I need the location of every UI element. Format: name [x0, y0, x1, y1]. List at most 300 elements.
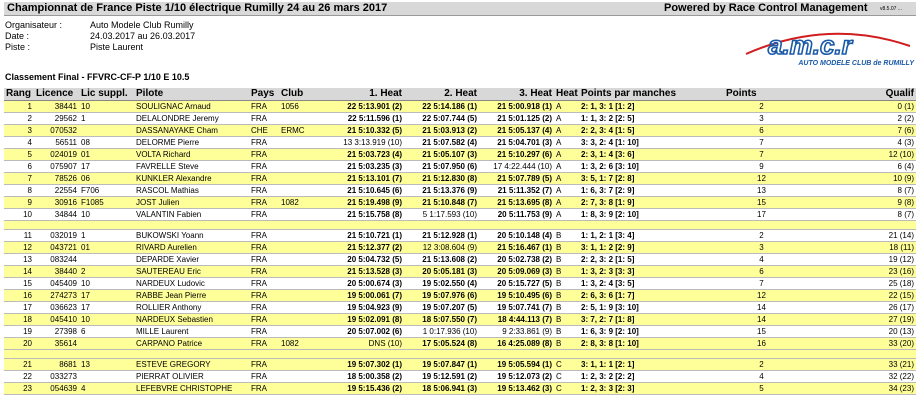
- table-row: [4, 137, 916, 149]
- cell-pm: 2: 1, 3: 1 [1: 2]: [579, 101, 724, 113]
- cell-pilote: DASSANAYAKE Cham: [134, 125, 249, 137]
- cell-heat: A: [554, 137, 579, 149]
- col-lic-suppl: Lic suppl.: [79, 88, 134, 101]
- cell-pm: 1: 6, 3: 7 [2: 9]: [579, 185, 724, 197]
- cell-club: [279, 302, 329, 314]
- cell-h2: 19 5:02.550 (4): [404, 278, 479, 290]
- cell-pilote: SOULIGNAC Arnaud: [134, 101, 249, 113]
- cell-club: [279, 290, 329, 302]
- cell-h3: 20 5:09.069 (3): [479, 266, 554, 278]
- results-table: [4, 88, 916, 395]
- cell-q: 18 (11): [799, 242, 916, 254]
- cell-pts: 3: [724, 242, 799, 254]
- cell-h1: 21 5:10.332 (5): [329, 125, 404, 137]
- cell-pays: FRA: [249, 371, 279, 383]
- cell-pays: FRA: [249, 326, 279, 338]
- table-row: [4, 125, 916, 137]
- cell-h2: 21 5:13.608 (2): [404, 254, 479, 266]
- cell-pilote: LEFEBVRE CHRISTOPHE: [134, 383, 249, 395]
- cell-rang: 4: [4, 137, 34, 149]
- cell-pts: 4: [724, 371, 799, 383]
- cell-club: [279, 161, 329, 173]
- cell-lic2: 2: [79, 266, 134, 278]
- logo-graphic: [738, 24, 914, 60]
- cell-q: 22 (15): [799, 290, 916, 302]
- cell-q: 27 (19): [799, 314, 916, 326]
- cell-lic: 78526: [34, 173, 79, 185]
- cell-pays: FRA: [249, 197, 279, 209]
- cell-q: 33 (20): [799, 338, 916, 350]
- cell-h1: 21 5:13.101 (7): [329, 173, 404, 185]
- cell-lic2: F706: [79, 185, 134, 197]
- cell-pm: 1: 6, 3: 9 [2: 10]: [579, 326, 724, 338]
- cell-pm: 2: 3, 1: 4 [3: 6]: [579, 149, 724, 161]
- cell-h1: 19 5:02.091 (8): [329, 314, 404, 326]
- cell-h2: 21 5:07.950 (6): [404, 161, 479, 173]
- cell-rang: 2: [4, 113, 34, 125]
- cell-q: 32 (22): [799, 371, 916, 383]
- cell-h2: 19 5:07.207 (5): [404, 302, 479, 314]
- table-row: [4, 359, 916, 371]
- cell-heat: B: [554, 278, 579, 290]
- cell-heat: B: [554, 254, 579, 266]
- cell-pays: FRA: [249, 338, 279, 350]
- cell-rang: 21: [4, 359, 34, 371]
- cell-pts: 9: [724, 161, 799, 173]
- table-row: [4, 254, 916, 266]
- cell-pilote: FAVRELLE Steve: [134, 161, 249, 173]
- report-title: Championnat de France Piste 1/10 électrique Rumilly 24 au 26 mars 2017: [7, 2, 388, 14]
- cell-pays: FRA: [249, 254, 279, 266]
- cell-lic: 036623: [34, 302, 79, 314]
- cell-q: 2 (2): [799, 113, 916, 125]
- cell-h2: 18 5:07.550 (7): [404, 314, 479, 326]
- cell-lic2: 10: [79, 314, 134, 326]
- cell-h1: 21 5:03.723 (4): [329, 149, 404, 161]
- cell-h1: 20 5:00.674 (3): [329, 278, 404, 290]
- cell-pilote: KUNKLER Alexandre: [134, 173, 249, 185]
- table-row: [4, 149, 916, 161]
- info-value: Piste Laurent: [90, 42, 144, 52]
- table-row: [4, 173, 916, 185]
- cell-h3: 21 5:04.701 (3): [479, 137, 554, 149]
- cell-heat: A: [554, 209, 579, 221]
- cell-pm: 1: 8, 3: 9 [2: 10]: [579, 209, 724, 221]
- cell-club: [279, 254, 329, 266]
- cell-pays: FRA: [249, 278, 279, 290]
- cell-h2: 19 5:12.591 (2): [404, 371, 479, 383]
- cell-lic: 30916: [34, 197, 79, 209]
- cell-h2: 12 3:08.604 (9): [404, 242, 479, 254]
- header-row: [4, 88, 916, 101]
- cell-pays: FRA: [249, 302, 279, 314]
- cell-h1: 18 5:00.358 (2): [329, 371, 404, 383]
- table-row: [4, 290, 916, 302]
- cell-club: ERMC: [279, 125, 329, 137]
- cell-lic: 070532: [34, 125, 79, 137]
- cell-rang: 20: [4, 338, 34, 350]
- cell-lic: 35614: [34, 338, 79, 350]
- cell-pm: 3: 7, 2: 7 [1: 8]: [579, 314, 724, 326]
- cell-lic2: F1085: [79, 197, 134, 209]
- cell-pm: 3: 3, 2: 4 [1: 10]: [579, 137, 724, 149]
- cell-pts: 16: [724, 338, 799, 350]
- table-row: [4, 113, 916, 125]
- cell-lic: 22554: [34, 185, 79, 197]
- cell-heat: A: [554, 173, 579, 185]
- cell-h1: 20 5:04.732 (5): [329, 254, 404, 266]
- cell-heat: A: [554, 125, 579, 137]
- cell-pilote: SAUTEREAU Eric: [134, 266, 249, 278]
- cell-pm: 2: 6, 3: 6 [1: 7]: [579, 290, 724, 302]
- cell-lic: 27398: [34, 326, 79, 338]
- cell-heat: B: [554, 326, 579, 338]
- cell-h2: 18 5:06.941 (3): [404, 383, 479, 395]
- cell-club: [279, 371, 329, 383]
- cell-club: [279, 149, 329, 161]
- cell-heat: A: [554, 197, 579, 209]
- cell-q: 10 (9): [799, 173, 916, 185]
- cell-rang: 3: [4, 125, 34, 137]
- cell-pm: 3: 5, 1: 7 [2: 8]: [579, 173, 724, 185]
- cell-q: 33 (21): [799, 359, 916, 371]
- cell-pts: 17: [724, 209, 799, 221]
- cell-h2: 21 5:12.830 (8): [404, 173, 479, 185]
- cell-pilote: BUKOWSKI Yoann: [134, 230, 249, 242]
- cell-heat: B: [554, 242, 579, 254]
- cell-q: 8 (7): [799, 209, 916, 221]
- cell-h3: 21 5:13.695 (8): [479, 197, 554, 209]
- cell-pays: FRA: [249, 185, 279, 197]
- cell-h3: 20 5:11.753 (9): [479, 209, 554, 221]
- cell-lic2: 17: [79, 290, 134, 302]
- cell-h3: 20 5:02.738 (2): [479, 254, 554, 266]
- cell-rang: 10: [4, 209, 34, 221]
- cell-rang: 22: [4, 371, 34, 383]
- info-label: Date :: [5, 31, 30, 41]
- info-label: Piste :: [5, 42, 31, 52]
- cell-q: 25 (18): [799, 278, 916, 290]
- cell-lic2: 10: [79, 278, 134, 290]
- cell-pts: 2: [724, 230, 799, 242]
- cell-lic2: 13: [79, 359, 134, 371]
- cell-lic2: 01: [79, 242, 134, 254]
- group-separator: [4, 221, 916, 230]
- cell-h2: 17 5:05.524 (8): [404, 338, 479, 350]
- cell-pilote: PIERRAT OLIVIER: [134, 371, 249, 383]
- cell-club: [279, 326, 329, 338]
- cell-rang: 11: [4, 230, 34, 242]
- cell-q: 0 (1): [799, 101, 916, 113]
- cell-pm: 2: 7, 3: 8 [1: 9]: [579, 197, 724, 209]
- col-points-manches: Points par manches: [579, 88, 724, 101]
- cell-pts: 13: [724, 185, 799, 197]
- table-row: [4, 338, 916, 350]
- cell-lic2: 10: [79, 209, 134, 221]
- cell-pays: FRA: [249, 149, 279, 161]
- info-value: Auto Modele Club Rumilly: [90, 20, 194, 30]
- cell-club: [279, 266, 329, 278]
- cell-h3: 21 5:07.789 (5): [479, 173, 554, 185]
- cell-pays: FRA: [249, 230, 279, 242]
- cell-h2: 21 5:13.376 (9): [404, 185, 479, 197]
- cell-pm: 3: 1, 1: 1 [2: 1]: [579, 359, 724, 371]
- cell-lic2: 1: [79, 230, 134, 242]
- cell-pts: 7: [724, 278, 799, 290]
- cell-rang: 14: [4, 266, 34, 278]
- cell-rang: 9: [4, 197, 34, 209]
- cell-h1: 21 5:15.758 (8): [329, 209, 404, 221]
- table-row: [4, 242, 916, 254]
- cell-heat: A: [554, 185, 579, 197]
- cell-pilote: VALANTIN Fabien: [134, 209, 249, 221]
- cell-lic2: 06: [79, 173, 134, 185]
- cell-h2: 1 0:17.936 (10): [404, 326, 479, 338]
- cell-rang: 1: [4, 101, 34, 113]
- amcr-logo: [738, 24, 914, 70]
- cell-pm: 1: 3, 2: 6 [3: 10]: [579, 161, 724, 173]
- cell-h1: 21 5:19.498 (9): [329, 197, 404, 209]
- cell-pts: 12: [724, 290, 799, 302]
- cell-h3: 19 5:12.073 (2): [479, 371, 554, 383]
- cell-pm: 1: 1, 3: 2 [2: 5]: [579, 113, 724, 125]
- cell-pays: FRA: [249, 137, 279, 149]
- cell-lic2: [79, 125, 134, 137]
- col-club: Club: [279, 88, 329, 101]
- cell-h1: 19 5:04.923 (9): [329, 302, 404, 314]
- cell-lic2: 17: [79, 302, 134, 314]
- cell-pts: 5: [724, 383, 799, 395]
- cell-pays: FRA: [249, 314, 279, 326]
- cell-h1: 13 3:13.919 (10): [329, 137, 404, 149]
- cell-h2: 22 5:14.186 (1): [404, 101, 479, 113]
- cell-h2: 21 5:05.107 (3): [404, 149, 479, 161]
- cell-lic2: 17: [79, 161, 134, 173]
- cell-h2: 22 5:07.744 (5): [404, 113, 479, 125]
- cell-pm: 2: 5, 1: 9 [3: 10]: [579, 302, 724, 314]
- cell-h3: 21 5:11.352 (7): [479, 185, 554, 197]
- cell-h3: 20 5:15.727 (5): [479, 278, 554, 290]
- cell-pts: 2: [724, 101, 799, 113]
- cell-lic2: 08: [79, 137, 134, 149]
- cell-h1: 19 5:00.061 (7): [329, 290, 404, 302]
- cell-heat: B: [554, 230, 579, 242]
- cell-pays: CHE: [249, 125, 279, 137]
- cell-q: 21 (14): [799, 230, 916, 242]
- cell-h3: 18 4:44.113 (7): [479, 314, 554, 326]
- cell-lic: 274273: [34, 290, 79, 302]
- cell-lic: 045410: [34, 314, 79, 326]
- cell-club: [279, 230, 329, 242]
- cell-h3: 19 5:07.741 (7): [479, 302, 554, 314]
- cell-lic: 032019: [34, 230, 79, 242]
- cell-heat: A: [554, 101, 579, 113]
- cell-q: 12 (10): [799, 149, 916, 161]
- cell-h1: DNS (10): [329, 338, 404, 350]
- cell-rang: 15: [4, 278, 34, 290]
- cell-pilote: VOLTA Richard: [134, 149, 249, 161]
- cell-h3: 19 5:10.495 (6): [479, 290, 554, 302]
- cell-q: 6 (4): [799, 161, 916, 173]
- cell-h1: 21 5:13.528 (3): [329, 266, 404, 278]
- cell-pts: 7: [724, 137, 799, 149]
- cell-pm: 3: 1, 1: 2 [2: 9]: [579, 242, 724, 254]
- cell-rang: 7: [4, 173, 34, 185]
- cell-pm: 1: 2, 3: 2 [2: 2]: [579, 371, 724, 383]
- cell-pts: 15: [724, 197, 799, 209]
- cell-pts: 2: [724, 359, 799, 371]
- cell-pays: FRA: [249, 161, 279, 173]
- cell-pts: 3: [724, 113, 799, 125]
- cell-club: [279, 209, 329, 221]
- cell-h1: 22 5:13.901 (2): [329, 101, 404, 113]
- cell-club: [279, 113, 329, 125]
- cell-h3: 21 5:05.137 (4): [479, 125, 554, 137]
- cell-pm: 1: 2, 3: 3 [2: 3]: [579, 383, 724, 395]
- cell-pts: 12: [724, 173, 799, 185]
- cell-lic: 38441: [34, 101, 79, 113]
- cell-pays: FRA: [249, 290, 279, 302]
- cell-q: 34 (23): [799, 383, 916, 395]
- cell-h2: 21 5:12.928 (1): [404, 230, 479, 242]
- table-row: [4, 326, 916, 338]
- cell-pilote: ROLLIER Anthony: [134, 302, 249, 314]
- cell-h1: 21 5:10.645 (6): [329, 185, 404, 197]
- col-rang: Rang: [4, 88, 34, 101]
- cell-rang: 17: [4, 302, 34, 314]
- cell-h1: 21 5:10.721 (1): [329, 230, 404, 242]
- cell-heat: C: [554, 371, 579, 383]
- col-heat3: 3. Heat: [479, 88, 554, 101]
- cell-h2: 21 5:03.913 (2): [404, 125, 479, 137]
- cell-pays: FRA: [249, 383, 279, 395]
- cell-heat: A: [554, 161, 579, 173]
- cell-lic2: 01: [79, 149, 134, 161]
- table-row: [4, 185, 916, 197]
- cell-pm: 1: 3, 2: 4 [3: 5]: [579, 278, 724, 290]
- cell-h2: 19 5:07.976 (6): [404, 290, 479, 302]
- cell-pilote: RIVARD Aurelien: [134, 242, 249, 254]
- cell-pays: FRA: [249, 242, 279, 254]
- cell-pilote: JOST Julien: [134, 197, 249, 209]
- cell-h1: 21 5:12.377 (2): [329, 242, 404, 254]
- cell-heat: B: [554, 290, 579, 302]
- cell-pays: FRA: [249, 209, 279, 221]
- table-row: [4, 371, 916, 383]
- cell-club: 1082: [279, 338, 329, 350]
- cell-lic: 045409: [34, 278, 79, 290]
- svg-text:a.m.c.r: a.m.c.r: [768, 30, 852, 60]
- cell-lic: 033273: [34, 371, 79, 383]
- info-value: 24.03.2017 au 26.03.2017: [90, 31, 196, 41]
- cell-lic: 8681: [34, 359, 79, 371]
- table-row: [4, 209, 916, 221]
- classement-title: Classement Final - FFVRC-CF-P 1/10 E 10.5: [5, 72, 190, 82]
- cell-club: [279, 242, 329, 254]
- cell-pays: FRA: [249, 173, 279, 185]
- logo-caption: AUTO MODELE CLUB de RUMILLY: [798, 60, 914, 67]
- cell-rang: 5: [4, 149, 34, 161]
- cell-h3: 21 5:16.467 (1): [479, 242, 554, 254]
- cell-pilote: CARPANO Patrice: [134, 338, 249, 350]
- cell-heat: B: [554, 314, 579, 326]
- cell-h2: 21 5:07.582 (4): [404, 137, 479, 149]
- col-heat2: 2. Heat: [404, 88, 479, 101]
- cell-rang: 6: [4, 161, 34, 173]
- cell-club: 1082: [279, 197, 329, 209]
- cell-lic: 054639: [34, 383, 79, 395]
- cell-heat: B: [554, 338, 579, 350]
- table-row: [4, 383, 916, 395]
- cell-h1: 20 5:07.002 (6): [329, 326, 404, 338]
- cell-pm: 1: 1, 2: 1 [3: 4]: [579, 230, 724, 242]
- col-points: Points: [724, 88, 799, 101]
- col-pilote: Pilote: [134, 88, 249, 101]
- cell-h1: 19 5:15.436 (2): [329, 383, 404, 395]
- cell-heat: A: [554, 149, 579, 161]
- cell-lic: 38440: [34, 266, 79, 278]
- group-separator: [4, 350, 916, 359]
- cell-q: 20 (13): [799, 326, 916, 338]
- cell-lic2: 10: [79, 101, 134, 113]
- cell-pm: 2: 2, 3: 4 [1: 5]: [579, 125, 724, 137]
- cell-pilote: ESTEVE GREGORY: [134, 359, 249, 371]
- cell-h2: 21 5:10.848 (7): [404, 197, 479, 209]
- cell-heat: C: [554, 383, 579, 395]
- cell-h3: 19 5:05.594 (1): [479, 359, 554, 371]
- cell-heat: B: [554, 302, 579, 314]
- cell-club: [279, 359, 329, 371]
- cell-pays: FRA: [249, 266, 279, 278]
- cell-pays: FRA: [249, 101, 279, 113]
- cell-h3: 9 2:33.861 (9): [479, 326, 554, 338]
- cell-h1: 21 5:03.235 (3): [329, 161, 404, 173]
- separator-cell: [4, 350, 916, 359]
- cell-club: [279, 383, 329, 395]
- col-licence: Licence: [34, 88, 79, 101]
- cell-pm: 1: 3, 2: 3 [3: 3]: [579, 266, 724, 278]
- cell-lic2: 6: [79, 326, 134, 338]
- cell-pilote: DELALONDRE Jeremy: [134, 113, 249, 125]
- cell-heat: C: [554, 359, 579, 371]
- cell-h1: 19 5:07.302 (1): [329, 359, 404, 371]
- cell-rang: 18: [4, 314, 34, 326]
- cell-pays: FRA: [249, 359, 279, 371]
- table-row: [4, 302, 916, 314]
- cell-rang: 19: [4, 326, 34, 338]
- cell-club: [279, 278, 329, 290]
- cell-lic2: 1: [79, 113, 134, 125]
- table-row: [4, 266, 916, 278]
- cell-q: 7 (6): [799, 125, 916, 137]
- powered-by: Powered by Race Control Management: [664, 2, 868, 14]
- cell-rang: 8: [4, 185, 34, 197]
- cell-lic: 29562: [34, 113, 79, 125]
- cell-pilote: NARDEUX Ludovic: [134, 278, 249, 290]
- report-header: [4, 2, 916, 16]
- cell-pts: 6: [724, 266, 799, 278]
- cell-pilote: RABBE Jean Pierre: [134, 290, 249, 302]
- cell-rang: 13: [4, 254, 34, 266]
- cell-h2: 19 5:07.847 (1): [404, 359, 479, 371]
- cell-club: 1056: [279, 101, 329, 113]
- results-body: [4, 101, 916, 395]
- cell-h3: 21 5:00.918 (1): [479, 101, 554, 113]
- cell-h3: 21 5:01.125 (2): [479, 113, 554, 125]
- cell-q: 19 (12): [799, 254, 916, 266]
- cell-pilote: NARDEUX Sebastien: [134, 314, 249, 326]
- cell-pts: 14: [724, 302, 799, 314]
